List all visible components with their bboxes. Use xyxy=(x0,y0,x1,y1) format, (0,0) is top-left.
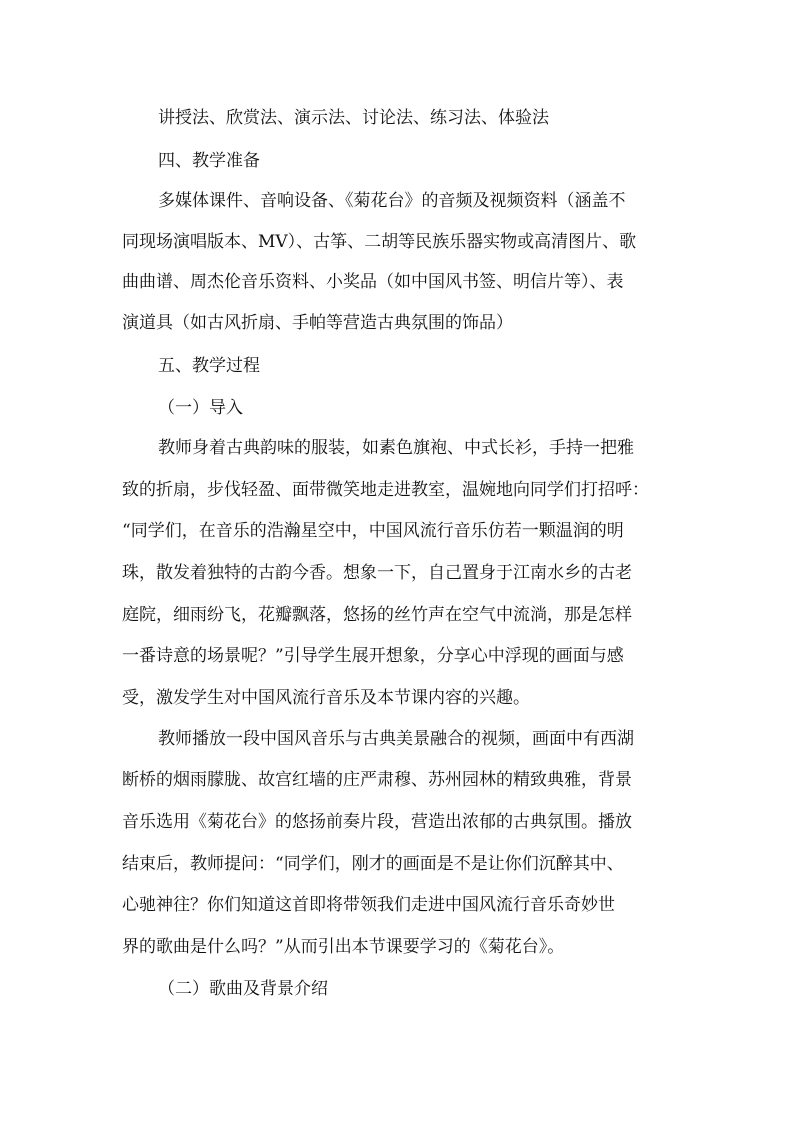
video-paragraph-line-5: 心驰神往？你们知道这首即将带领我们走进中国风流行音乐奇妙世 xyxy=(122,895,615,915)
intro-paragraph-line-5: 庭院，细雨纷飞，花瓣飘落，悠扬的丝竹声在空气中流淌，那是怎样 xyxy=(122,605,632,625)
preparation-paragraph-line-3: 曲曲谱、周杰伦音乐资料、小奖品（如中国风书签、明信片等）、表 xyxy=(122,272,624,292)
intro-paragraph-line-6: 一番诗意的场景呢？”引导学生展开想象，分享心中浮现的画面与感 xyxy=(122,646,624,666)
video-paragraph-line-4: 结束后，教师提问：“同学们，刚才的画面是不是让你们沉醉其中、 xyxy=(122,854,624,874)
intro-paragraph-line-3: “同学们，在音乐的浩瀚星空中，中国风流行音乐仿若一颗温润的明 xyxy=(122,521,624,541)
intro-paragraph-line-7: 受，激发学生对中国风流行音乐及本节课内容的兴趣。 xyxy=(122,688,530,708)
intro-paragraph-line-4: 珠，散发着独特的古韵今香。想象一下，自己置身于江南水乡的古老 xyxy=(122,563,632,583)
intro-paragraph-line-1: 教师身着古典韵味的服装，如素色旗袍、中式长衫，手持一把雅 xyxy=(158,438,634,458)
video-paragraph-line-6: 界的歌曲是什么吗？”从而引出本节课要学习的《菊花台》。 xyxy=(122,937,565,957)
preparation-paragraph-line-2: 同现场演唱版本、MV）、古筝、二胡等民族乐器实物或高清图片、歌 xyxy=(122,232,637,252)
preparation-paragraph-line-4: 演道具（如古风折扇、手帕等营造古典氛围的饰品） xyxy=(122,313,513,333)
subsection-heading-song-background: （二）歌曲及背景介绍 xyxy=(158,979,328,999)
video-paragraph-line-3: 音乐选用《菊花台》的悠扬前奏片段，营造出浓郁的古典氛围。播放 xyxy=(122,812,632,832)
teaching-methods-line: 讲授法、欣赏法、演示法、讨论法、练习法、体验法 xyxy=(158,108,549,128)
preparation-paragraph-line-1: 多媒体课件、音响设备、《菊花台》的音频及视频资料（涵盖不 xyxy=(158,191,626,211)
video-paragraph-line-1: 教师播放一段中国风音乐与古典美景融合的视频，画面中有西湖 xyxy=(158,729,634,749)
subsection-heading-intro: （一）导入 xyxy=(158,398,243,418)
video-paragraph-line-2: 断桥的烟雨朦胧、故宫红墙的庄严肃穆、苏州园林的精致典雅，背景 xyxy=(122,770,632,790)
section-heading-process: 五、教学过程 xyxy=(158,356,260,376)
section-heading-preparation: 四、教学准备 xyxy=(158,151,260,171)
intro-paragraph-line-2: 致的折扇，步伐轻盈、面带微笑地走进教室，温婉地向同学们打招呼： xyxy=(122,480,649,500)
